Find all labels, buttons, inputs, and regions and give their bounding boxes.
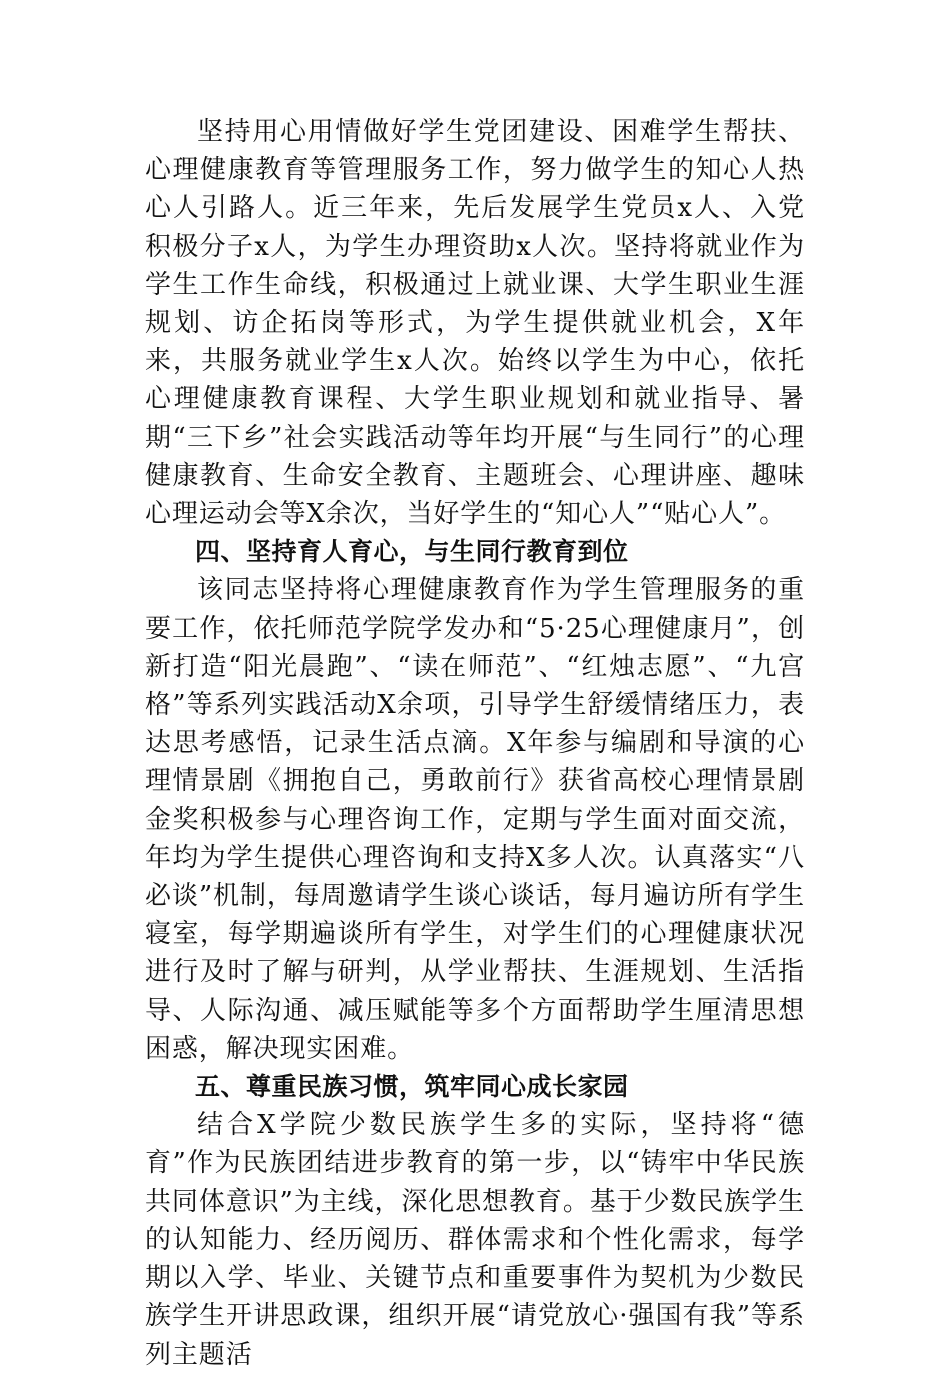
document-body [145,113,805,1374]
paragraph-ethnic-unity: 结合X学院少数民族学生多的实际，坚持将“德育”作为民族团结进步教育的第一步，以“铸牢中华民族共同体意识”为主线，深化思想教育。基于少数民族学生的认知能力、经历阅历、群体需求和个性化需求，每学期以入学、毕业、关键节点和重要事件为契机为少数民族学生开讲思政课，组织开展“请党放心·强国有我”等系列主题活 [145,1110,805,1370]
paragraph-mental-health: 该同志坚持将心理健康教育作为学生管理服务的重要工作，依托师范学院学发办和“5·25心理健康月”，创新打造“阳光晨跑”、“读在师范”、“红烛志愿”、“九宫格”等系列实践活动X余项，引导学生舒缓情绪压力，表达思考感悟，记录生活点滴。X年参与编剧和导演的心理情景剧《拥抱自己，勇敢前行》获省高校心理情景剧金奖积极参与心理咨询工作，定期与学生面对面交流，年均为学生提供心理咨询和支持X多人次。认真落实“八必谈”机制，每周邀请学生谈心谈话，每月遍访所有学生寝室，每学期遍谈所有学生，对学生们的心理健康状况进行及时了解与研判，从学业帮扶、生涯规划、生活指导、人际沟通、减压赋能等多个方面帮助学生厘清思想困惑，解决现实困难。 [145,575,805,1064]
section-heading-five: 五、尊重民族习惯，筑牢同心成长家园 [195,1072,629,1102]
paragraph-student-services: 坚持用心用情做好学生党团建设、困难学生帮扶、心理健康教育等管理服务工作，努力做学生的知心人热心人引路人。近三年来，先后发展学生党员x人、入党积极分子x人，为学生办理资助x人次。坚持将就业作为学生工作生命线，积极通过上就业课、大学生职业生涯规划、访企拓岗等形式，为学生提供就业机会，X年来，共服务就业学生x人次。始终以学生为中心，依托心理健康教育课程、大学生职业规划和就业指导、暑期“三下乡”社会实践活动等年均开展“与生同行”的心理健康教育、生命安全教育、主题班会、心理讲座、趣味心理运动会等X余次，当好学生的“知心人”“贴心人”。 [145,117,805,530]
section-heading-four: 四、坚持育人育心，与生同行教育到位 [195,537,629,567]
